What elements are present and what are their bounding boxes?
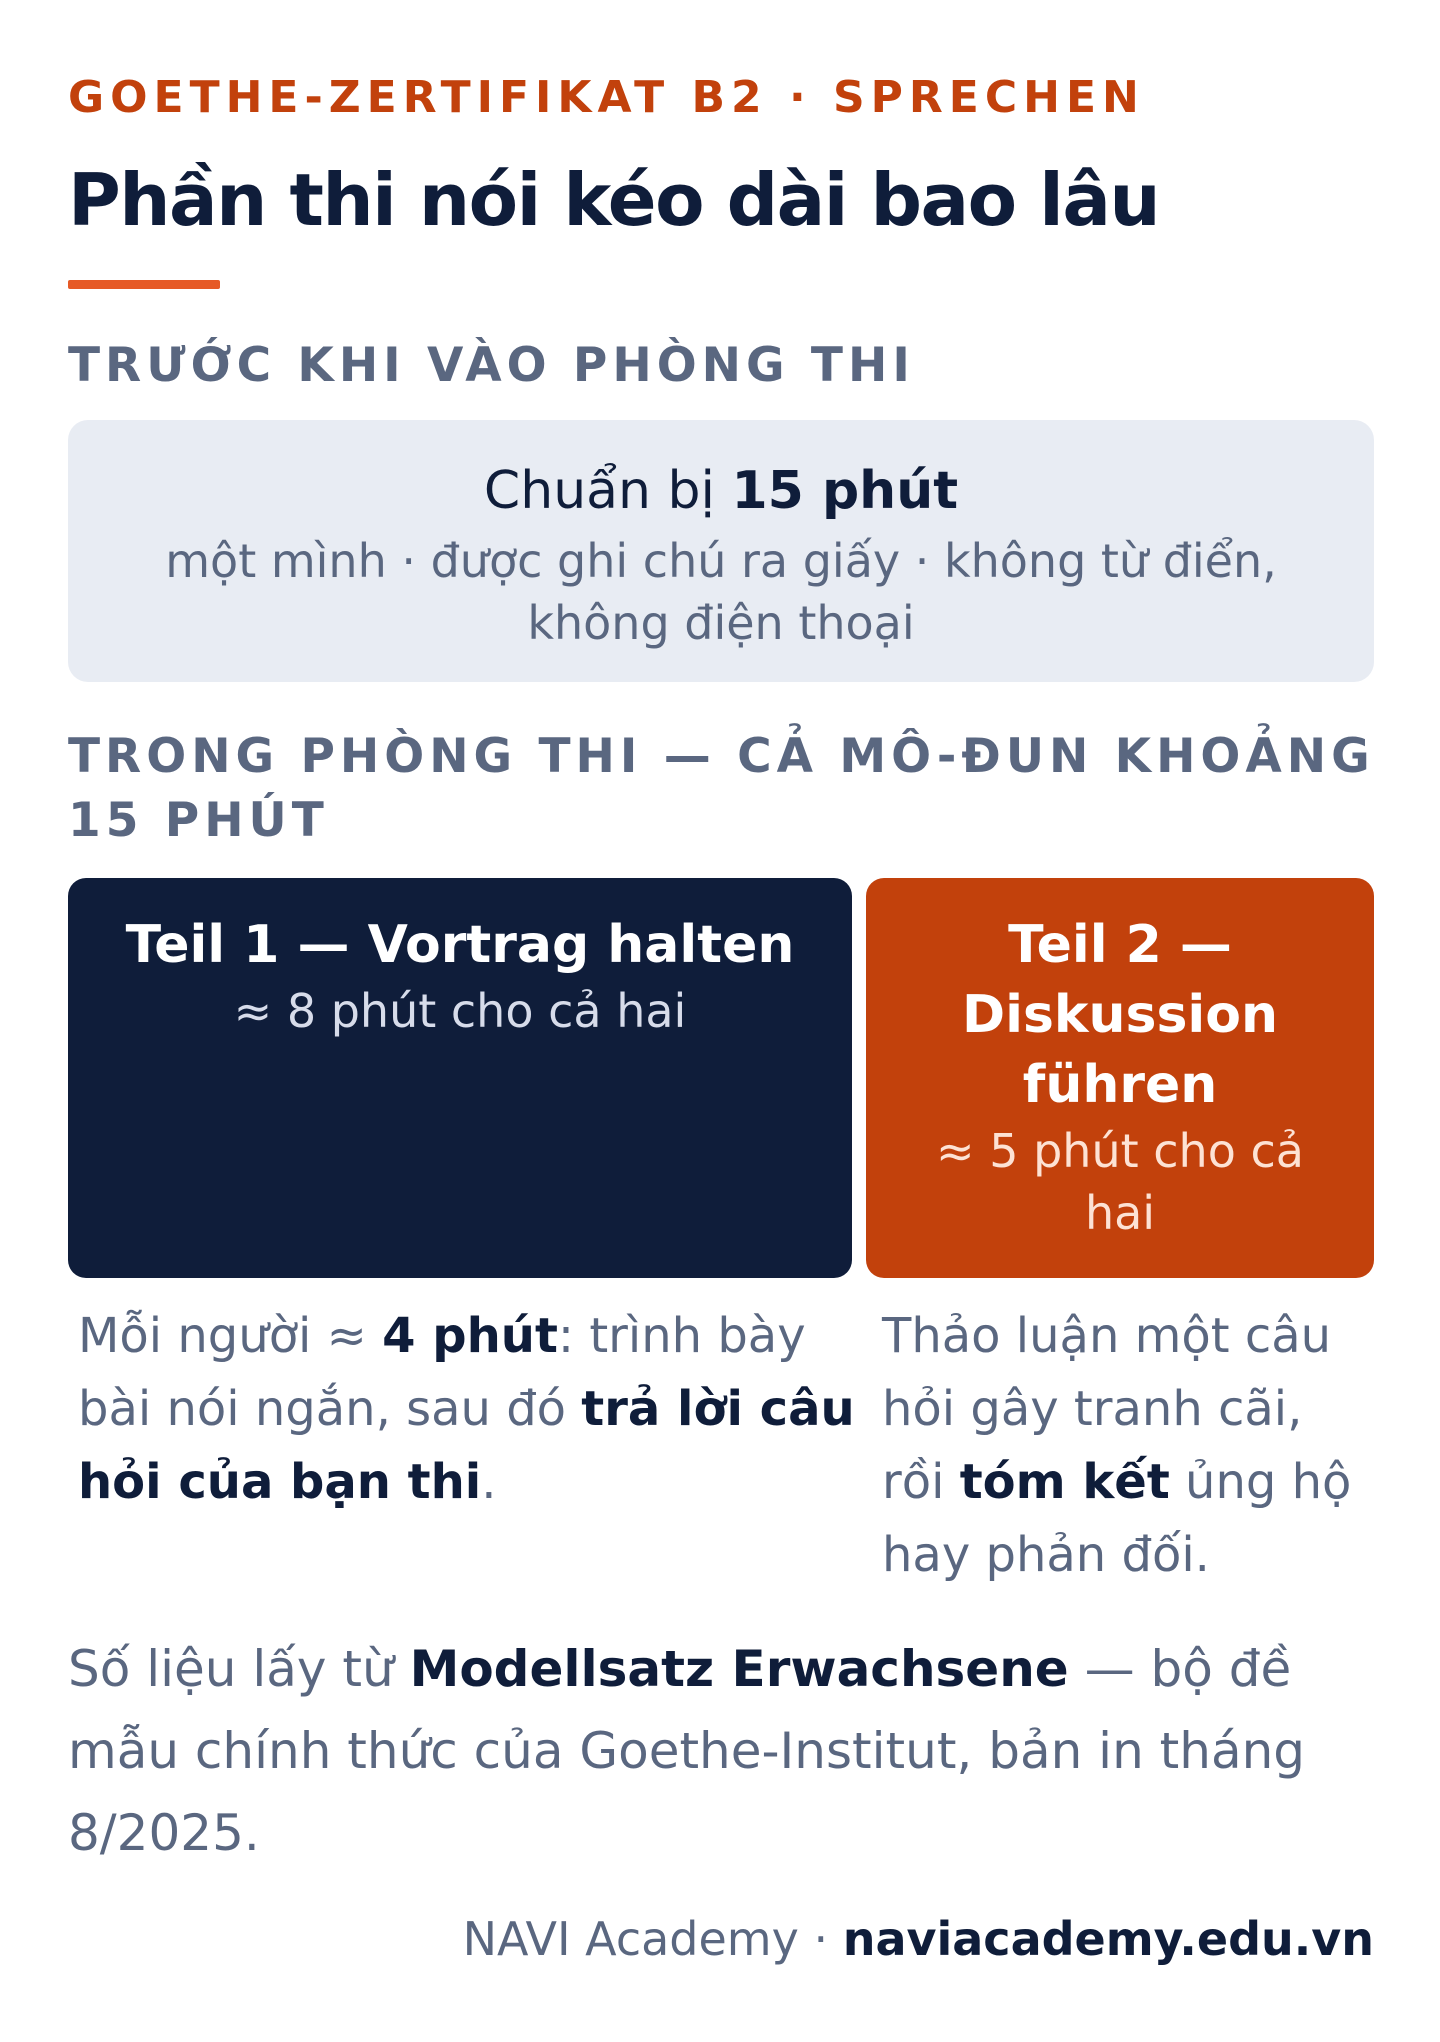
teil-2-duration: ≈ 5 phút cho cả hai: [936, 1124, 1304, 1240]
teil-2-title: Teil 2 — Diskussion führen: [961, 915, 1278, 1115]
page-title: Phần thi nói kéo dài bao lâu: [68, 158, 1160, 242]
teil-1-card: [68, 878, 852, 1278]
preparation-title: [68, 456, 1374, 526]
teil-1-title: Teil 1 — Vortrag halten: [125, 915, 795, 975]
teil-1-desc-text: .: [481, 1454, 497, 1510]
footer-website[interactable]: naviacademy.edu.vn: [842, 1912, 1374, 1966]
teil-1-description: [78, 1300, 858, 1519]
source-note: [68, 1628, 1388, 1874]
footer: [463, 1912, 1374, 1966]
source-text: Số liệu lấy từ: [68, 1640, 410, 1698]
section-label-before-exam: TRƯỚC KHI VÀO PHÒNG THI: [68, 338, 915, 393]
teil-1-desc-text: : trình bày bài nói ngắn, sau đó: [78, 1308, 806, 1437]
preparation-card: [68, 420, 1374, 682]
teil-2-desc-emphasis: tóm kết: [959, 1454, 1170, 1510]
preparation-duration: 15 phút: [731, 461, 959, 521]
teil-2-desc-text: Thảo luận một câu hỏi gây tranh cãi, rồi: [882, 1308, 1332, 1510]
teil-1-desc-text: Mỗi người ≈: [78, 1308, 383, 1364]
eyebrow-label: GOETHE-ZERTIFIKAT B2 · SPRECHEN: [68, 72, 1145, 123]
teil-2-desc-text: ủng hộ hay phản đối.: [882, 1454, 1352, 1583]
source-text: — bộ đề mẫu chính thức của Goethe-Institut, bản in tháng 8/2025.: [68, 1640, 1306, 1862]
teil-1-desc-emphasis: 4 phút: [382, 1308, 558, 1364]
accent-divider: [68, 280, 220, 289]
teil-1-duration: ≈ 8 phút cho cả hai: [233, 984, 687, 1038]
preparation-conditions: một mình · được ghi chú ra giấy · không từ điển, không điện thoại: [165, 534, 1277, 650]
teil-2-description: [882, 1300, 1372, 1592]
section-label-in-exam: TRONG PHÒNG THI — CẢ MÔ-ĐUN KHOẢNG 15 PHÚT: [68, 729, 1375, 848]
teil-2-card: [866, 878, 1374, 1278]
source-title: Modellsatz Erwachsene: [409, 1640, 1069, 1698]
footer-brand: NAVI Academy ·: [462, 1912, 843, 1966]
teil-1-desc-emphasis: trả lời câu hỏi của bạn thi: [78, 1381, 855, 1510]
preparation-title-prefix: Chuẩn bị: [483, 461, 732, 521]
